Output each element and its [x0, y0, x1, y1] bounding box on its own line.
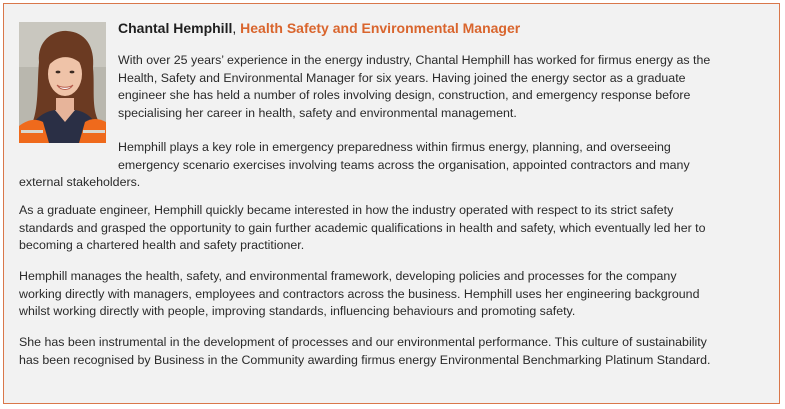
bio-line: specialising her career in health, safety and environmental management. — [118, 105, 517, 120]
bio-paragraph-2a — [118, 139, 690, 174]
profile-role: Health Safety and Environmental Manager — [240, 20, 521, 36]
bio-line: Hemphill manages the health, safety, and environmental framework, developing policies and processes for the company — [19, 269, 677, 283]
bio-line: emergency scenario exercises involving teams across the organisation, appointed contractors and many — [118, 157, 690, 172]
bio-line: has been recognised by Business in the Community awarding firmus energy Environmental Benchmarking Platinum Standard. — [19, 352, 711, 367]
bio-paragraph-5 — [19, 334, 710, 369]
profile-card — [3, 3, 780, 404]
bio-line: standards and grasped the opportunity to gain further academic qualifications in health and safety, which eventually led her to — [19, 220, 706, 235]
bio-paragraph-1 — [118, 52, 710, 122]
bio-line: Health, Safety and Environmental Manager for six years. Having joined the energy sector as a graduate — [118, 70, 686, 85]
bio-paragraph-3 — [19, 202, 706, 255]
bio-paragraph-4 — [19, 268, 699, 321]
heading-separator: , — [232, 20, 237, 36]
bio-line: Hemphill plays a key role in emergency preparedness within firmus energy, planning, and overseeing — [118, 140, 671, 154]
bio-line: She has been instrumental in the development of processes and our environmental performance. This culture of sustainability — [19, 335, 707, 349]
bio-line: With over 25 years’ experience in the energy industry, Chantal Hemphill has worked for firmus energy as the — [118, 53, 711, 67]
bio-line: As a graduate engineer, Hemphill quickly became interested in how the industry operated with respect to its strict safety — [19, 203, 674, 217]
bio-line: external stakeholders. — [19, 175, 141, 189]
bio-paragraph-2b — [19, 174, 140, 192]
bio-line: engineer she has held a number of roles involving design, construction, and emergency response before — [118, 88, 691, 103]
profile-name: Chantal Hemphill — [118, 20, 233, 36]
profile-heading — [118, 19, 520, 37]
portrait-photo — [19, 22, 106, 143]
bio-line: whilst working directly with people, improving standards, influencing behaviours and promoting safety. — [19, 304, 576, 319]
bio-line: working directly with managers, employees and contractors across the business. Hemphill uses her engineering background — [19, 286, 700, 301]
bio-line: becoming a chartered health and safety practitioner. — [19, 238, 305, 253]
